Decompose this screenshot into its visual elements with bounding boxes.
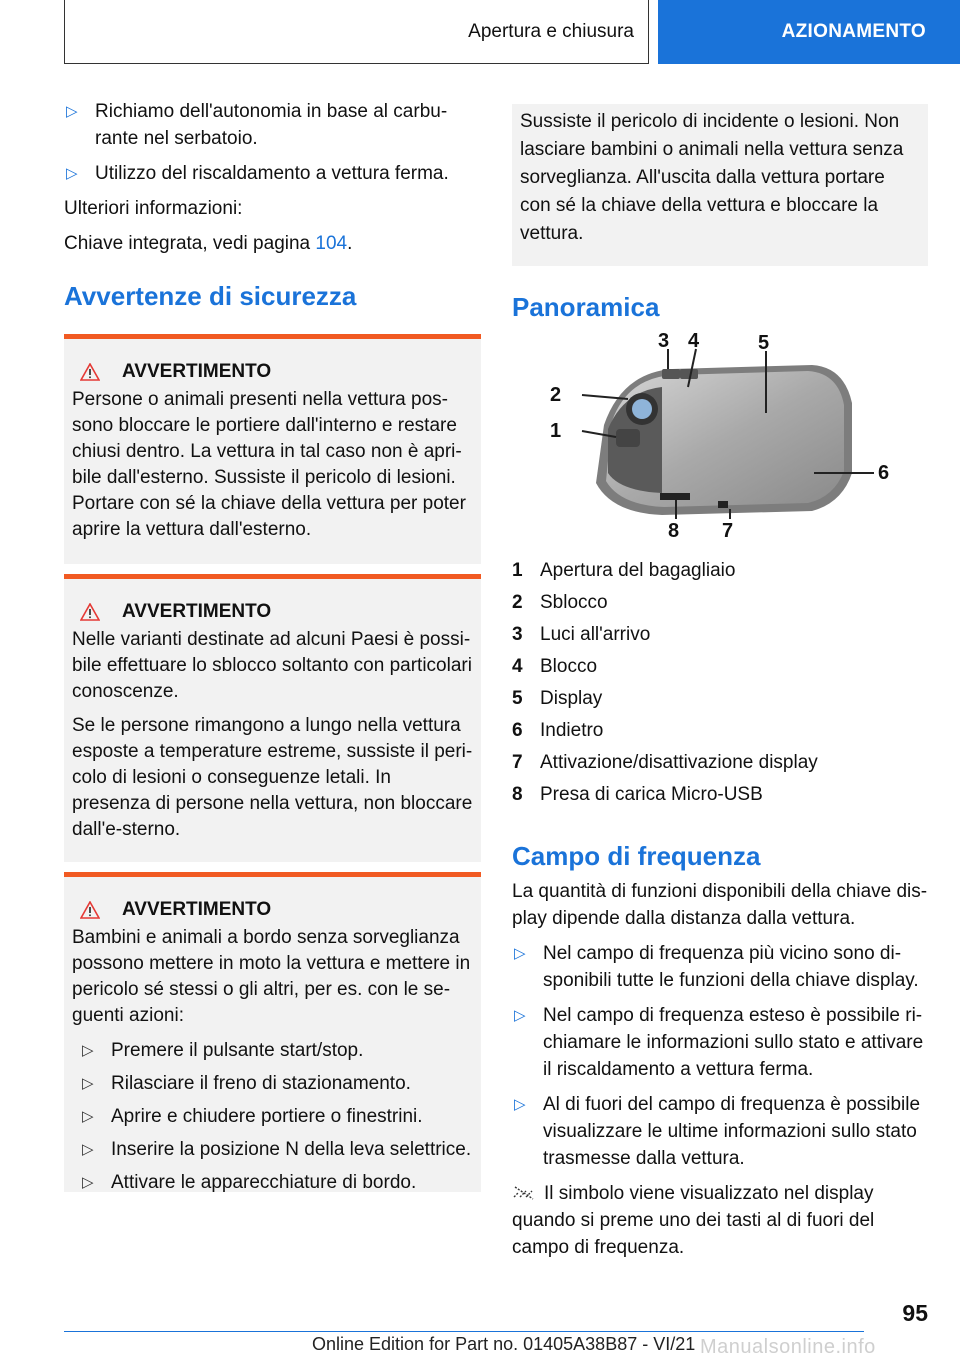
integrated-key-text: Chiave integrata, vedi pagina — [64, 233, 316, 254]
legend-item — [512, 779, 928, 811]
figure-callout: 3 — [658, 333, 670, 352]
legend-item — [512, 747, 928, 779]
legend-item — [512, 651, 928, 683]
list-item — [80, 1136, 473, 1163]
list-item-text: Attivare le apparecchiature di bordo. — [111, 1172, 417, 1193]
legend-number: 3 — [512, 624, 523, 645]
legend-number: 5 — [512, 688, 523, 709]
list-item — [80, 1169, 473, 1196]
figure-callout: 4 — [688, 333, 700, 352]
display-key-illustration — [512, 333, 928, 553]
integrated-key-end: . — [347, 233, 353, 254]
list-item-text: Rilasciare il freno di stazionamento. — [111, 1073, 411, 1094]
legend-item — [512, 555, 928, 587]
warning-box — [64, 574, 481, 862]
warning-title-text: AVVERTIMENTO — [122, 601, 272, 622]
legend-item — [512, 683, 928, 715]
warning-triangle-icon — [80, 603, 100, 621]
watermark: Manualsonline.info — [700, 1336, 876, 1358]
warning-continuation-text: Sussiste il pericolo di incidente o lesioni. Non lasciare bambini o animali nella vettura senza sorveglianza. All'uscita dalla vettura portare con sé la chiave della vettura e bloccare la vettura. — [520, 111, 904, 244]
out-of-range-symbol-icon — [512, 1185, 536, 1201]
more-info-label: Ulteriori informazioni: — [64, 198, 243, 219]
legend-label: Indietro — [540, 720, 604, 741]
figure-callout: 5 — [758, 333, 770, 354]
list-item-text: Al di fuori del campo di frequenza è possibile visualizzare le ultime informazioni sullo stato trasmesse dalla vettura. — [543, 1094, 921, 1169]
figure-callout: 8 — [668, 520, 680, 542]
legend-number: 1 — [512, 560, 523, 581]
warning-text: Se le persone rimangono a lungo nella vettura esposte a temperature estreme, sussiste il peri-colo di lesioni o conseguenze letali. In presenza di persone nella vettura, non bloccare dall'e-sterno. — [72, 715, 473, 840]
list-item-text: Richiamo dell'autonomia in base al carbu-rante nel serbatoio. — [95, 101, 448, 149]
legend-label: Apertura del bagagliaio — [540, 560, 736, 581]
triangle-bullet-icon: ▷ — [82, 1042, 94, 1059]
figure-callout: 1 — [550, 420, 562, 442]
warning-title-text: AVVERTIMENTO — [122, 899, 272, 920]
symbol-note-text: Il simbolo viene visualizzato nel display quando si preme uno dei tasti al di fuori del campo di frequenza. — [512, 1183, 875, 1258]
warning-title — [72, 601, 473, 623]
integrated-key-reference — [64, 230, 481, 257]
legend-label: Sblocco — [540, 592, 608, 613]
list-item — [512, 1091, 928, 1172]
list-item-text: Nel campo di frequenza esteso è possibile ri-chiamare le informazioni sullo stato e attivare il riscaldamento a vettura ferma. — [543, 1005, 924, 1080]
display-key-drawing — [512, 333, 928, 553]
legend-item — [512, 619, 928, 651]
warning-title-text: AVVERTIMENTO — [122, 361, 272, 382]
legend-item — [512, 587, 928, 619]
overview-heading: Panoramica — [512, 292, 660, 322]
list-item — [512, 1002, 928, 1083]
warning-box — [64, 334, 481, 564]
warning-continuation-box — [512, 104, 928, 266]
figure-callout: 2 — [550, 384, 562, 406]
triangle-bullet-icon: ▷ — [66, 103, 78, 120]
list-item-text: Nel campo di frequenza più vicino sono di-sponibili tutte le funzioni della chiave display. — [543, 943, 919, 991]
warning-title — [72, 361, 473, 383]
warning-text: Bambini e animali a bordo senza sorveglianza possono mettere in moto la vettura e mettere in pericolo sé stessi o gli altri, per es. con le se-guenti azioni: — [72, 927, 471, 1026]
footer-divider — [64, 1331, 864, 1332]
chapter-tab[interactable] — [658, 0, 960, 64]
triangle-bullet-icon: ▷ — [82, 1174, 94, 1191]
warning-bullet-list — [72, 1037, 473, 1196]
list-item-text: Aprire e chiudere portiere o finestrini. — [111, 1106, 423, 1127]
warning-box — [64, 872, 481, 1192]
list-item — [80, 1070, 473, 1097]
legend-item — [512, 715, 928, 747]
triangle-bullet-icon: ▷ — [82, 1075, 94, 1092]
triangle-bullet-icon: ▷ — [514, 1007, 526, 1024]
warning-title — [72, 899, 473, 921]
legend-number: 2 — [512, 592, 523, 613]
warning-triangle-icon — [80, 363, 100, 381]
legend-label: Display — [540, 688, 603, 709]
chapter-tab-label: AZIONAMENTO — [781, 21, 926, 42]
warning-triangle-icon — [80, 901, 100, 919]
figure-callout: 6 — [878, 462, 890, 484]
legend-label: Presa di carica Micro-USB — [540, 784, 763, 805]
left-column — [64, 98, 481, 1192]
list-item-text: Inserire la posizione N della leva selettrice. — [111, 1139, 472, 1160]
triangle-bullet-icon: ▷ — [82, 1108, 94, 1125]
legend-label: Attivazione/disattivazione display — [540, 752, 818, 773]
page-link[interactable]: 104 — [315, 233, 348, 254]
symbol-note — [512, 1180, 928, 1261]
triangle-bullet-icon: ▷ — [82, 1141, 94, 1158]
legend-number: 8 — [512, 784, 523, 805]
list-item — [64, 98, 481, 152]
warning-text: Nelle varianti destinate ad alcuni Paesi è possi-bile effettuare lo sblocco soltanto con particolari conoscenze. — [72, 629, 472, 702]
warning-text: Persone o animali presenti nella vettura pos-sono bloccare le portiere dall'interno e restare chiusi dentro. La vettura in tal caso non è apri-bile dall'esterno. Sussiste il pericolo di lesioni. Portare con sé la chiave della vettura per poter aprire la vettura dall'esterno. — [72, 389, 466, 540]
triangle-bullet-icon: ▷ — [514, 945, 526, 962]
edition-text: Online Edition for Part no. 01405A38B87 - VI/21 — [312, 1334, 696, 1354]
list-item-text: Utilizzo del riscaldamento a vettura ferma. — [95, 163, 449, 184]
safety-heading: Avvertenze di sicurezza — [64, 281, 357, 311]
legend-label: Blocco — [540, 656, 598, 677]
list-item — [80, 1037, 473, 1064]
figure-callout: 7 — [722, 520, 734, 542]
triangle-bullet-icon: ▷ — [66, 165, 78, 182]
range-intro: La quantità di funzioni disponibili della chiave dis-play dipende dalla distanza dalla vettura. — [512, 881, 928, 929]
section-title: Apertura e chiusura — [468, 20, 634, 42]
section-header — [64, 0, 649, 64]
legend-number: 6 — [512, 720, 523, 741]
legend-number: 7 — [512, 752, 523, 773]
legend-label: Luci all'arrivo — [540, 624, 651, 645]
list-item-text: Premere il pulsante start/stop. — [111, 1040, 364, 1061]
page-number: 95 — [902, 1300, 928, 1326]
list-item — [80, 1103, 473, 1130]
legend-number: 4 — [512, 656, 523, 677]
triangle-bullet-icon: ▷ — [514, 1096, 526, 1113]
range-heading: Campo di frequenza — [512, 841, 761, 871]
list-item — [64, 160, 481, 187]
legend-list — [512, 555, 928, 811]
list-item — [512, 940, 928, 994]
right-column — [512, 104, 928, 1261]
